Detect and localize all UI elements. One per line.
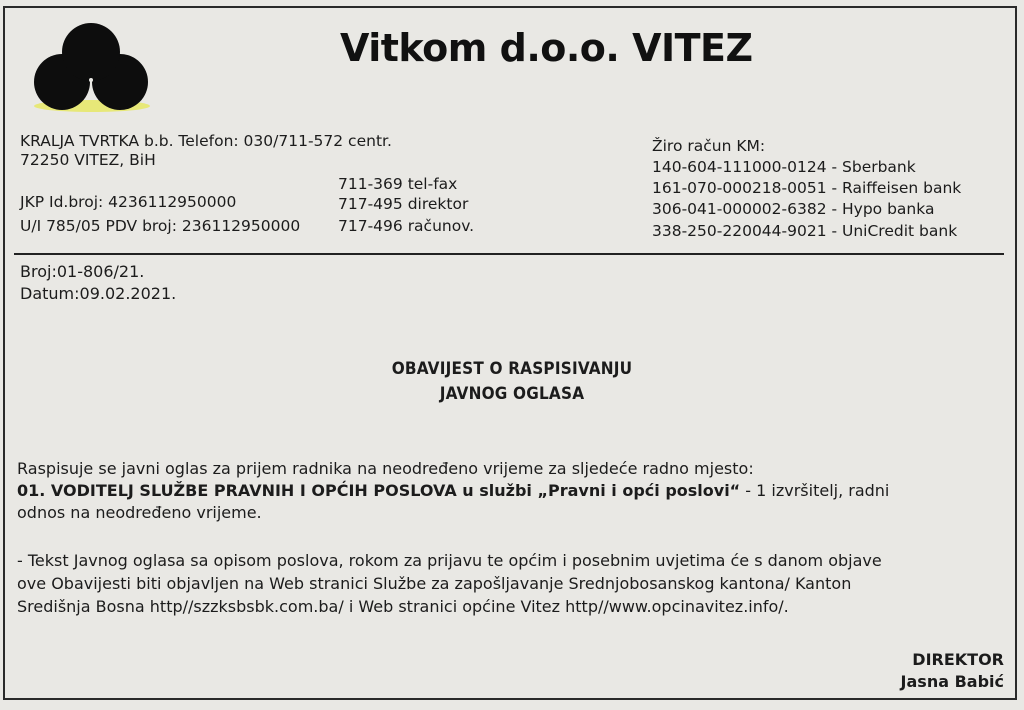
- account-raiffeisen: 161-070-000218-0051 - Raiffeisen bank: [652, 179, 962, 197]
- reference-number: Broj:01-806/21.: [20, 262, 145, 281]
- reference-date: Datum:09.02.2021.: [20, 284, 177, 303]
- accounts-title: Žiro račun KM:: [652, 137, 766, 155]
- pdv-number: U/I 785/05 PDV broj: 236112950000: [20, 217, 301, 235]
- company-logo: [32, 22, 150, 114]
- details-line-3: Središnja Bosna http//szzksbsbk.com.ba/ i Web stranici općine Vitez http//www.opcinavitez.info/.: [17, 597, 789, 616]
- company-name: Vitkom d.o.o. VITEZ: [340, 26, 753, 70]
- jkp-id: JKP Id.broj: 4236112950000: [20, 193, 237, 211]
- notice-title-line-2: JAVNOG OGLASA: [439, 384, 585, 404]
- signature-role: DIREKTOR: [912, 650, 1004, 669]
- address-line-1: KRALJA TVRTKA b.b. Telefon: 030/711-572 centr.: [20, 132, 392, 150]
- job-position-contract: odnos na neodređeno vrijeme.: [17, 503, 262, 522]
- header-divider: [14, 253, 1004, 255]
- signature-name: Jasna Babić: [900, 672, 1004, 691]
- phone-director: 717-495 direktor: [338, 195, 469, 213]
- address-line-2: 72250 VITEZ, BiH: [20, 151, 156, 169]
- account-hypo: 306-041-000002-6382 - Hypo banka: [652, 200, 935, 218]
- job-position-count: - 1 izvršitelj, radni: [740, 481, 890, 500]
- phone-accounting: 717-496 računov.: [338, 217, 475, 235]
- details-line-2: ove Obavijesti biti objavljen na Web stranici Službe za zapošljavanje Srednjobosanskog kantona/ Kanton: [17, 574, 852, 593]
- details-line-1: - Tekst Javnog oglasa sa opisom poslova, rokom za prijavu te općim i posebnim uvjetima će s danom objave: [17, 551, 882, 570]
- phone-fax: 711-369 tel-fax: [338, 175, 458, 193]
- notice-title-line-1: OBAVIJEST O RASPISIVANJU: [391, 359, 633, 379]
- account-sberbank: 140-604-111000-0124 - Sberbank: [652, 158, 916, 176]
- account-unicredit: 338-250-220044-9021 - UniCredit bank: [652, 222, 958, 240]
- job-position-title: 01. VODITELJ SLUŽBE PRAVNIH I OPĆIH POSLOVA u službi „Pravni i opći poslovi“: [17, 481, 741, 500]
- notice-intro: Raspisuje se javni oglas za prijem radnika na neodređeno vrijeme za sljedeće radno mjesto:: [17, 459, 754, 478]
- job-position: [17, 480, 889, 502]
